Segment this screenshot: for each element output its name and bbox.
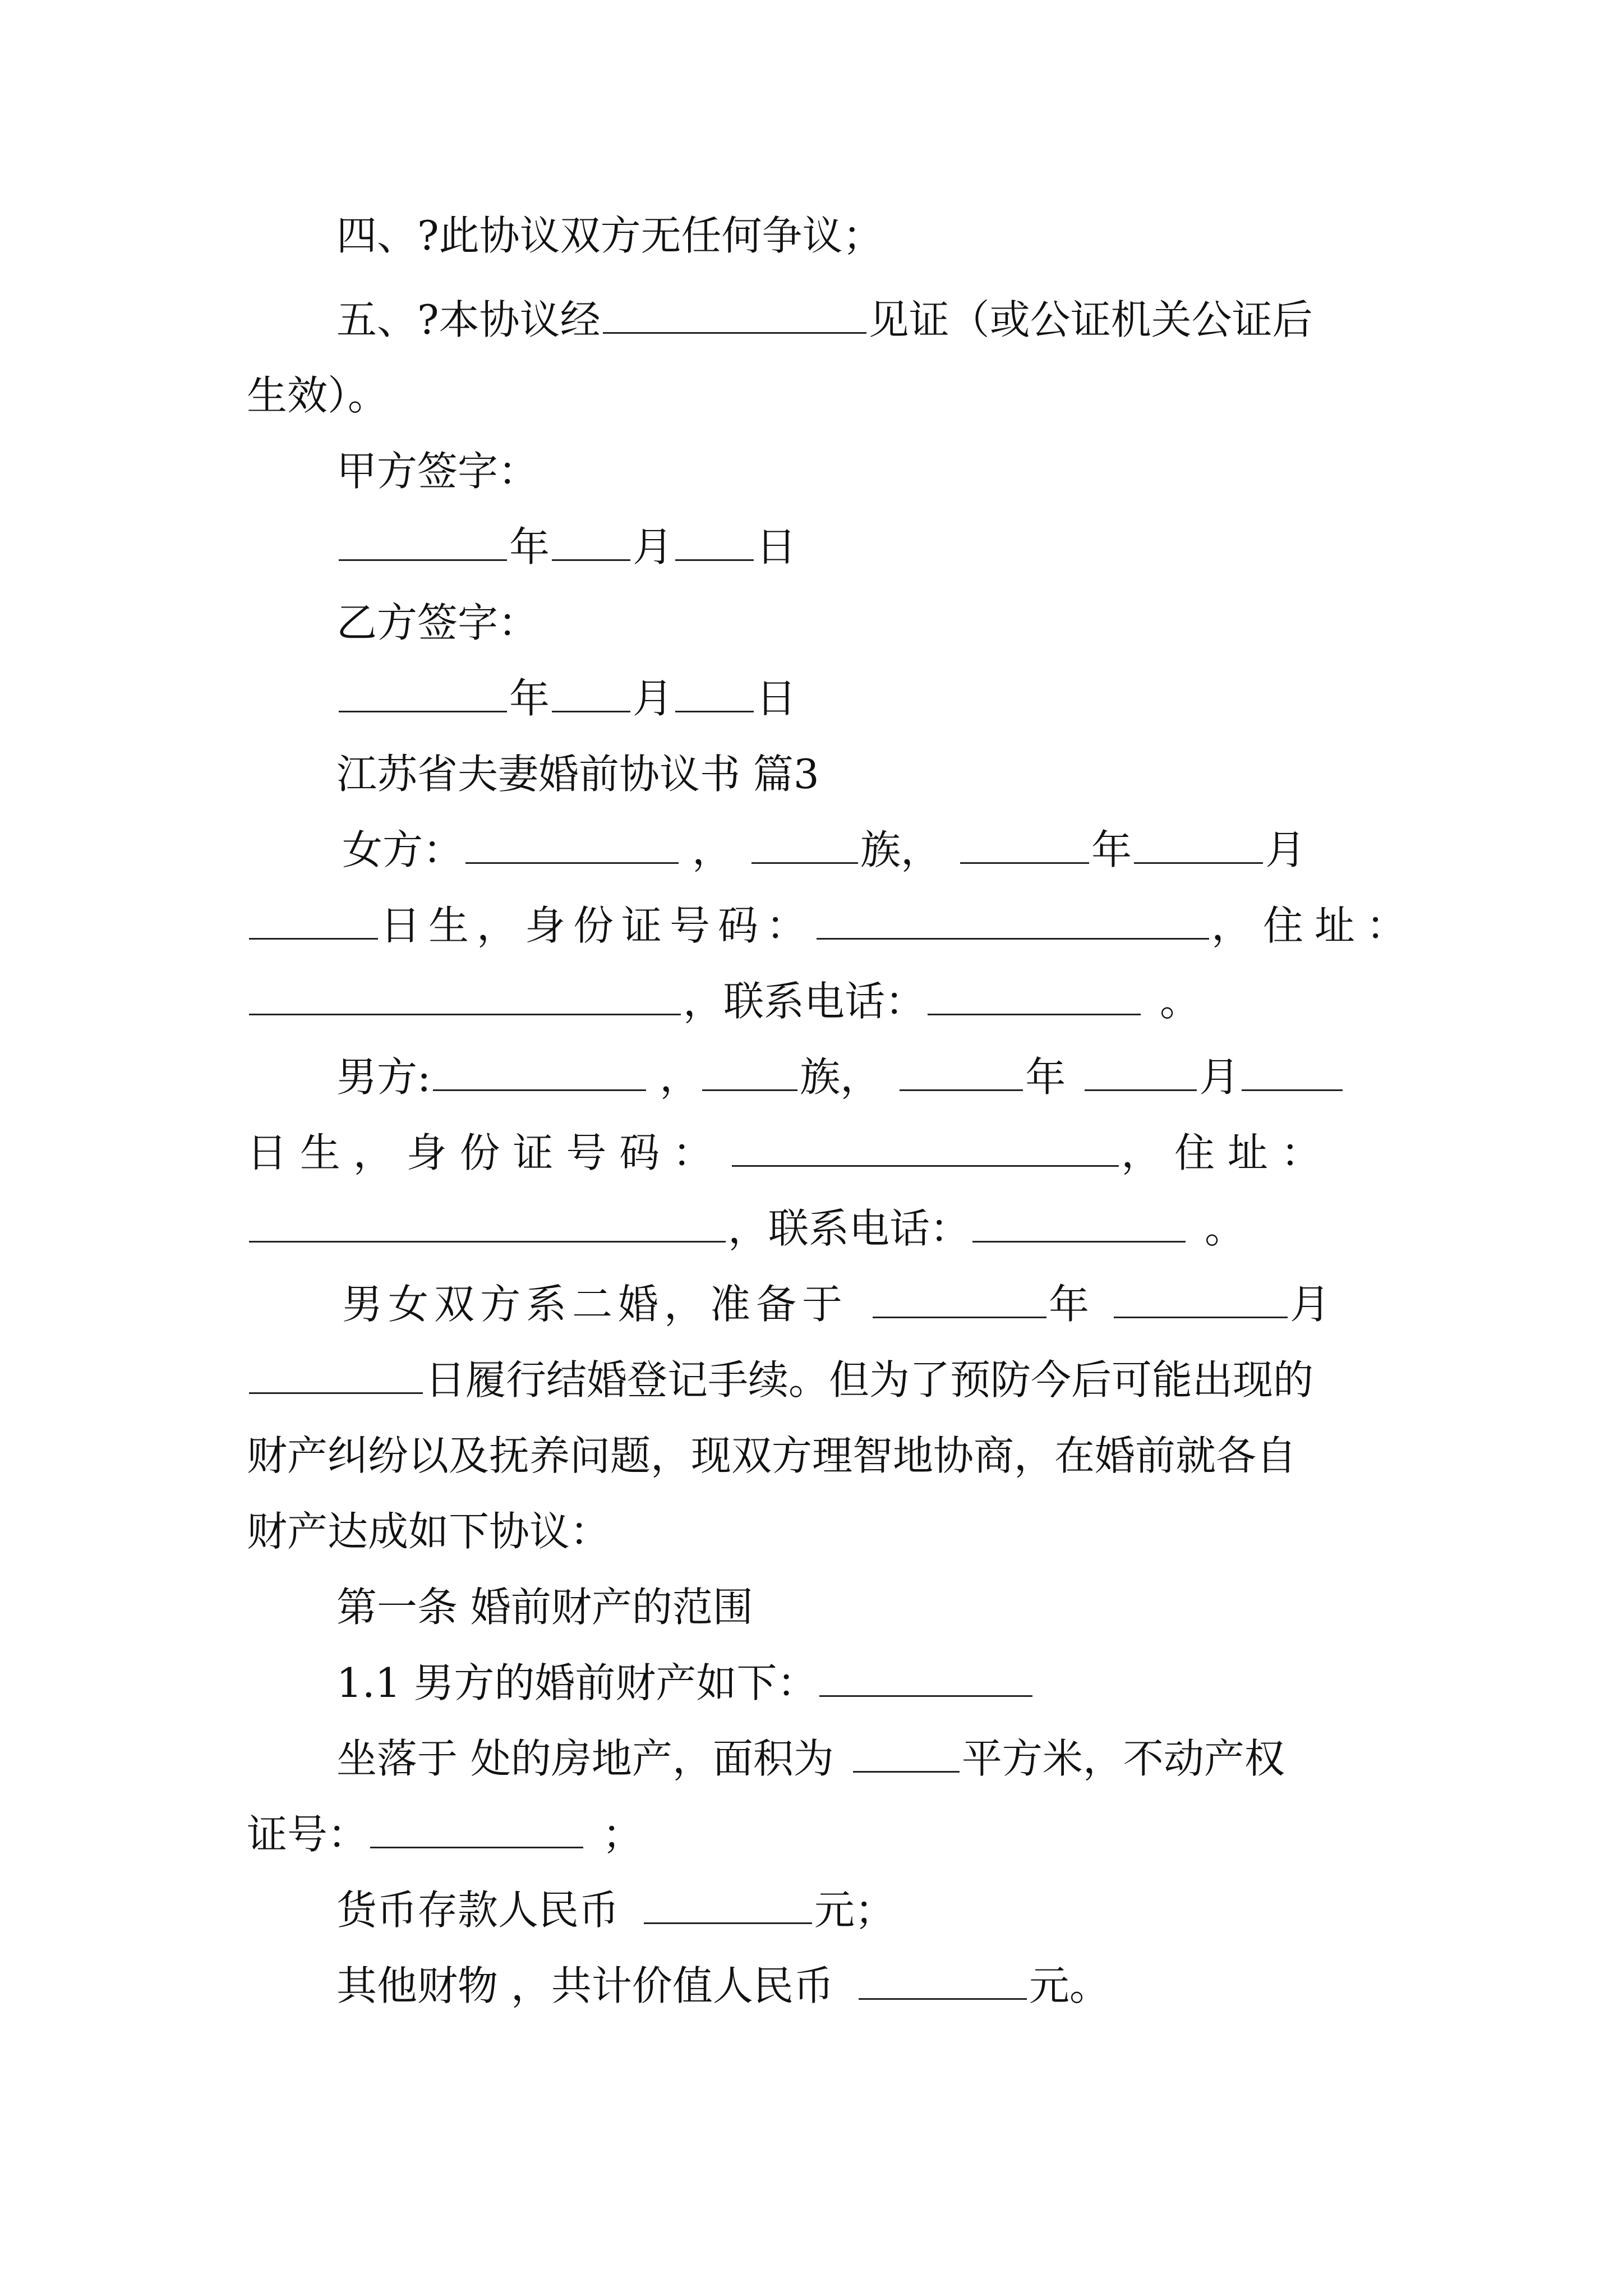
female-info-2: 日生，身份证号码： ，住址：	[247, 898, 1418, 954]
real-estate-line: 坐落于 处的房地产，面积为 平方米，不动产权	[336, 1735, 1285, 1782]
other-property-line: 其他财物 ，共计价值人民币 元。	[336, 1962, 1110, 2009]
party-b-date: 年 月 日	[336, 670, 796, 726]
clause-5: 五、?本协议经 见证（或公证机关公证后	[336, 296, 1313, 343]
article-1-title: 第一条 婚前财产的范围	[336, 1584, 753, 1631]
witness-blank	[603, 296, 866, 334]
section-title: 江苏省夫妻婚前协议书 篇3	[336, 751, 819, 798]
party-a-signature-label: 甲方签字：	[336, 448, 539, 495]
party-a-date: 年 月 日	[336, 519, 796, 575]
marriage-paragraph-4: 财产达成如下协议：	[247, 1508, 611, 1555]
clause-5-cont: 生效）。	[247, 372, 389, 419]
clause-4: 四、?此协议双方无任何争议；	[336, 212, 883, 259]
female-info-1: 女方： ， 族， 年 月	[342, 826, 1306, 873]
male-info-3: ，联系电话： 。	[247, 1200, 1245, 1257]
male-info-2: 日 生 ， 身 份 证 号 码 ： ， 住 址 ：	[247, 1129, 1321, 1176]
party-b-signature-label: 乙方签字：	[336, 599, 539, 646]
marriage-paragraph-1: 男女双方系二婚，准备于 年 月	[342, 1281, 1331, 1328]
male-info-1: 男方: ， 族， 年 月	[336, 1049, 1345, 1105]
savings-line: 货币存款人民币 元；	[336, 1887, 896, 1934]
female-info-3: ，联系电话： 。	[247, 973, 1200, 1029]
certificate-line: 证号： ；	[247, 1811, 643, 1858]
marriage-paragraph-2: 日履行结婚登记手续。但为了预防今后可能出现的	[247, 1352, 1313, 1408]
marriage-paragraph-3: 财产纠纷以及抚养问题，现双方理智地协商，在婚前就各自	[247, 1432, 1297, 1479]
clause-1-1: 1.1 男方的婚前财产如下：	[336, 1655, 1035, 1711]
